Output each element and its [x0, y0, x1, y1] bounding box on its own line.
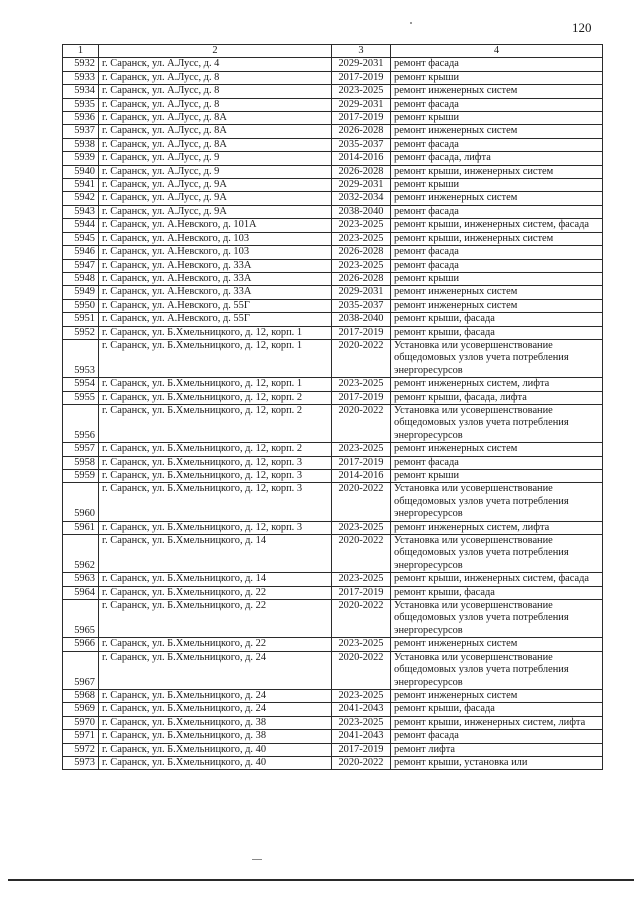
row-number: 5952: [63, 326, 99, 339]
row-period: 2020-2022: [332, 651, 391, 689]
row-number: 5936: [63, 112, 99, 125]
row-work-type: ремонт инженерных систем: [391, 192, 603, 205]
row-number: 5961: [63, 521, 99, 534]
row-address: г. Саранск, ул. Б.Хмельницкого, д. 12, корп. 3: [99, 521, 332, 534]
column-header-work: 4: [391, 45, 603, 58]
table-row: [63, 299, 603, 312]
row-number: 5968: [63, 689, 99, 702]
row-work-type: ремонт крыши, инженерных систем, фасада: [391, 573, 603, 586]
row-number: 5939: [63, 152, 99, 165]
table-header-row: [63, 45, 603, 58]
row-work-type: ремонт крыши, инженерных систем: [391, 232, 603, 245]
row-work-type: ремонт крыши, установка или: [391, 756, 603, 769]
row-period: 2017-2019: [332, 743, 391, 756]
row-period: 2023-2025: [332, 443, 391, 456]
row-period: 2020-2022: [332, 339, 391, 377]
table-row: [63, 600, 603, 638]
table-row: [63, 651, 603, 689]
row-number: 5970: [63, 716, 99, 729]
row-number: 5946: [63, 246, 99, 259]
row-number: 5951: [63, 313, 99, 326]
row-address: г. Саранск, ул. Б.Хмельницкого, д. 14: [99, 573, 332, 586]
row-period: 2041-2043: [332, 703, 391, 716]
row-work-type: ремонт инженерных систем: [391, 443, 603, 456]
row-period: 2035-2037: [332, 138, 391, 151]
row-work-type: ремонт крыши, фасада, лифта: [391, 391, 603, 404]
row-period: 2038-2040: [332, 205, 391, 218]
row-address: г. Саранск, ул. А.Лусс, д. 8А: [99, 138, 332, 151]
row-address: г. Саранск, ул. Б.Хмельницкого, д. 12, корп. 1: [99, 326, 332, 339]
row-work-type: Установка или усовершенствование общедомовых узлов учета потребления энергоресурсов: [391, 651, 603, 689]
row-period: 2029-2031: [332, 98, 391, 111]
row-address: г. Саранск, ул. А.Лусс, д. 9: [99, 152, 332, 165]
table-row: [63, 521, 603, 534]
page-number: 120: [572, 20, 592, 35]
row-number: 5963: [63, 573, 99, 586]
row-period: 2014-2016: [332, 470, 391, 483]
row-number: 5973: [63, 756, 99, 769]
row-address: г. Саранск, ул. А.Невского, д. 101А: [99, 219, 332, 232]
row-work-type: Установка или усовершенствование общедомовых узлов учета потребления энергоресурсов: [391, 600, 603, 638]
table-row: [63, 404, 603, 442]
row-period: 2029-2031: [332, 179, 391, 192]
row-address: г. Саранск, ул. А.Невского, д. 33А: [99, 286, 332, 299]
row-period: 2020-2022: [332, 756, 391, 769]
table-row: [63, 125, 603, 138]
column-header-period: 3: [332, 45, 391, 58]
row-work-type: ремонт инженерных систем: [391, 125, 603, 138]
row-number: 5941: [63, 179, 99, 192]
row-work-type: ремонт фасада: [391, 205, 603, 218]
row-address: г. Саранск, ул. Б.Хмельницкого, д. 22: [99, 586, 332, 599]
row-work-type: ремонт инженерных систем: [391, 286, 603, 299]
row-address: г. Саранск, ул. Б.Хмельницкого, д. 12, корп. 3: [99, 483, 332, 521]
row-address: г. Саранск, ул. А.Невского, д. 55Г: [99, 299, 332, 312]
row-number: 5944: [63, 219, 99, 232]
row-work-type: ремонт инженерных систем: [391, 85, 603, 98]
column-header-address: 2: [99, 45, 332, 58]
table-row: [63, 205, 603, 218]
table-row: [63, 703, 603, 716]
row-number: 5932: [63, 58, 99, 71]
row-period: 2020-2022: [332, 535, 391, 573]
row-work-type: ремонт крыши, фасада: [391, 313, 603, 326]
row-period: 2026-2028: [332, 272, 391, 285]
row-work-type: ремонт крыши, инженерных систем, фасада: [391, 219, 603, 232]
table-row: [63, 179, 603, 192]
row-work-type: Установка или усовершенствование общедомовых узлов учета потребления энергоресурсов: [391, 483, 603, 521]
row-period: 2029-2031: [332, 58, 391, 71]
table-row: [63, 286, 603, 299]
row-period: 2023-2025: [332, 716, 391, 729]
row-address: г. Саранск, ул. Б.Хмельницкого, д. 12, корп. 1: [99, 378, 332, 391]
table-row: [63, 756, 603, 769]
table-row: [63, 743, 603, 756]
row-number: 5962: [63, 535, 99, 573]
row-period: 2035-2037: [332, 299, 391, 312]
row-address: г. Саранск, ул. Б.Хмельницкого, д. 12, корп. 3: [99, 470, 332, 483]
row-work-type: ремонт инженерных систем, лифта: [391, 521, 603, 534]
table-row: [63, 219, 603, 232]
row-work-type: ремонт крыши: [391, 272, 603, 285]
row-number: 5965: [63, 600, 99, 638]
row-period: 2026-2028: [332, 246, 391, 259]
row-period: 2017-2019: [332, 326, 391, 339]
table-row: [63, 483, 603, 521]
row-period: 2023-2025: [332, 85, 391, 98]
row-number: 5969: [63, 703, 99, 716]
row-address: г. Саранск, ул. А.Невского, д. 103: [99, 232, 332, 245]
row-address: г. Саранск, ул. А.Невского, д. 55Г: [99, 313, 332, 326]
table-row: [63, 58, 603, 71]
row-work-type: ремонт крыши, фасада: [391, 326, 603, 339]
table-row: [63, 98, 603, 111]
row-work-type: ремонт крыши: [391, 179, 603, 192]
row-number: 5949: [63, 286, 99, 299]
row-number: 5942: [63, 192, 99, 205]
row-address: г. Саранск, ул. Б.Хмельницкого, д. 40: [99, 756, 332, 769]
row-work-type: ремонт инженерных систем: [391, 299, 603, 312]
row-work-type: ремонт крыши: [391, 71, 603, 84]
row-number: 5954: [63, 378, 99, 391]
row-number: 5956: [63, 404, 99, 442]
row-number: 5948: [63, 272, 99, 285]
table-row: [63, 638, 603, 651]
table-row: [63, 586, 603, 599]
row-address: г. Саранск, ул. Б.Хмельницкого, д. 22: [99, 600, 332, 638]
table-row: [63, 730, 603, 743]
row-work-type: ремонт крыши: [391, 112, 603, 125]
row-address: г. Саранск, ул. А.Лусс, д. 8: [99, 71, 332, 84]
row-address: г. Саранск, ул. А.Лусс, д. 8А: [99, 125, 332, 138]
row-number: 5945: [63, 232, 99, 245]
row-number: 5960: [63, 483, 99, 521]
row-address: г. Саранск, ул. А.Лусс, д. 9А: [99, 179, 332, 192]
table-row: [63, 339, 603, 377]
row-address: г. Саранск, ул. Б.Хмельницкого, д. 12, корп. 1: [99, 339, 332, 377]
row-number: 5971: [63, 730, 99, 743]
row-period: 2023-2025: [332, 219, 391, 232]
row-period: 2023-2025: [332, 259, 391, 272]
row-period: 2029-2031: [332, 286, 391, 299]
row-number: 5935: [63, 98, 99, 111]
table-row: [63, 232, 603, 245]
row-work-type: ремонт инженерных систем: [391, 638, 603, 651]
repair-schedule-table: [62, 44, 603, 770]
table-row: [63, 716, 603, 729]
table-row: [63, 246, 603, 259]
row-number: 5964: [63, 586, 99, 599]
row-period: 2014-2016: [332, 152, 391, 165]
table-row: [63, 573, 603, 586]
row-work-type: ремонт инженерных систем, лифта: [391, 378, 603, 391]
table-row: [63, 85, 603, 98]
row-address: г. Саранск, ул. А.Лусс, д. 9А: [99, 192, 332, 205]
row-number: 5940: [63, 165, 99, 178]
row-number: 5967: [63, 651, 99, 689]
row-period: 2017-2019: [332, 391, 391, 404]
row-period: 2023-2025: [332, 638, 391, 651]
row-period: 2026-2028: [332, 125, 391, 138]
row-period: 2023-2025: [332, 378, 391, 391]
row-address: г. Саранск, ул. А.Лусс, д. 8: [99, 98, 332, 111]
row-work-type: ремонт фасада, лифта: [391, 152, 603, 165]
row-address: г. Саранск, ул. Б.Хмельницкого, д. 22: [99, 638, 332, 651]
row-address: г. Саранск, ул. Б.Хмельницкого, д. 12, корп. 3: [99, 456, 332, 469]
row-address: г. Саранск, ул. Б.Хмельницкого, д. 12, корп. 2: [99, 391, 332, 404]
row-number: 5972: [63, 743, 99, 756]
row-number: 5955: [63, 391, 99, 404]
row-period: 2023-2025: [332, 689, 391, 702]
row-address: г. Саранск, ул. А.Лусс, д. 8А: [99, 112, 332, 125]
table-row: [63, 138, 603, 151]
row-work-type: ремонт фасада: [391, 58, 603, 71]
table-row: [63, 443, 603, 456]
row-address: г. Саранск, ул. Б.Хмельницкого, д. 24: [99, 689, 332, 702]
row-address: г. Саранск, ул. Б.Хмельницкого, д. 24: [99, 651, 332, 689]
row-address: г. Саранск, ул. А.Невского, д. 33А: [99, 272, 332, 285]
row-work-type: Установка или усовершенствование общедомовых узлов учета потребления энергоресурсов: [391, 535, 603, 573]
row-address: г. Саранск, ул. Б.Хмельницкого, д. 24: [99, 703, 332, 716]
table-row: [63, 456, 603, 469]
table-row: [63, 470, 603, 483]
row-number: 5934: [63, 85, 99, 98]
row-period: 2026-2028: [332, 165, 391, 178]
row-address: г. Саранск, ул. Б.Хмельницкого, д. 12, корп. 2: [99, 443, 332, 456]
row-number: 5957: [63, 443, 99, 456]
row-work-type: Установка или усовершенствование общедомовых узлов учета потребления энергоресурсов: [391, 404, 603, 442]
table-row: [63, 326, 603, 339]
row-work-type: ремонт крыши: [391, 470, 603, 483]
row-address: г. Саранск, ул. А.Лусс, д. 9А: [99, 205, 332, 218]
row-address: г. Саранск, ул. Б.Хмельницкого, д. 38: [99, 716, 332, 729]
row-period: 2017-2019: [332, 71, 391, 84]
column-header-number: 1: [63, 45, 99, 58]
row-number: 5938: [63, 138, 99, 151]
row-number: 5959: [63, 470, 99, 483]
scan-mark: [252, 859, 262, 860]
page-bottom-edge: [8, 879, 634, 881]
row-period: 2020-2022: [332, 404, 391, 442]
row-number: 5958: [63, 456, 99, 469]
row-work-type: ремонт лифта: [391, 743, 603, 756]
row-work-type: ремонт крыши, инженерных систем: [391, 165, 603, 178]
row-work-type: Установка или усовершенствование общедомовых узлов учета потребления энергоресурсов: [391, 339, 603, 377]
row-period: 2017-2019: [332, 112, 391, 125]
table-row: [63, 192, 603, 205]
row-work-type: ремонт фасада: [391, 730, 603, 743]
row-number: 5947: [63, 259, 99, 272]
row-number: 5943: [63, 205, 99, 218]
row-work-type: ремонт крыши, фасада: [391, 703, 603, 716]
row-address: г. Саранск, ул. А.Невского, д. 103: [99, 246, 332, 259]
row-address: г. Саранск, ул. А.Невского, д. 33А: [99, 259, 332, 272]
table-row: [63, 259, 603, 272]
row-address: г. Саранск, ул. Б.Хмельницкого, д. 38: [99, 730, 332, 743]
table-row: [63, 272, 603, 285]
row-period: 2041-2043: [332, 730, 391, 743]
row-period: 2038-2040: [332, 313, 391, 326]
row-period: 2023-2025: [332, 573, 391, 586]
scan-speck: [410, 22, 412, 24]
row-period: 2032-2034: [332, 192, 391, 205]
row-work-type: ремонт фасада: [391, 246, 603, 259]
row-address: г. Саранск, ул. А.Лусс, д. 8: [99, 85, 332, 98]
row-work-type: ремонт крыши, инженерных систем, лифта: [391, 716, 603, 729]
row-work-type: ремонт фасада: [391, 138, 603, 151]
row-period: 2023-2025: [332, 521, 391, 534]
row-address: г. Саранск, ул. Б.Хмельницкого, д. 40: [99, 743, 332, 756]
row-number: 5933: [63, 71, 99, 84]
table-row: [63, 391, 603, 404]
row-period: 2017-2019: [332, 456, 391, 469]
row-address: г. Саранск, ул. Б.Хмельницкого, д. 12, корп. 2: [99, 404, 332, 442]
row-period: 2023-2025: [332, 232, 391, 245]
row-address: г. Саранск, ул. Б.Хмельницкого, д. 14: [99, 535, 332, 573]
row-number: 5966: [63, 638, 99, 651]
row-number: 5953: [63, 339, 99, 377]
row-work-type: ремонт фасада: [391, 98, 603, 111]
table-row: [63, 689, 603, 702]
table-row: [63, 165, 603, 178]
row-work-type: ремонт инженерных систем: [391, 689, 603, 702]
row-address: г. Саранск, ул. А.Лусс, д. 9: [99, 165, 332, 178]
table-row: [63, 152, 603, 165]
row-work-type: ремонт фасада: [391, 456, 603, 469]
row-work-type: ремонт фасада: [391, 259, 603, 272]
row-number: 5937: [63, 125, 99, 138]
table-row: [63, 71, 603, 84]
row-period: 2017-2019: [332, 586, 391, 599]
row-period: 2020-2022: [332, 600, 391, 638]
table-row: [63, 112, 603, 125]
row-period: 2020-2022: [332, 483, 391, 521]
row-address: г. Саранск, ул. А.Лусс, д. 4: [99, 58, 332, 71]
table-row: [63, 313, 603, 326]
table-row: [63, 378, 603, 391]
row-number: 5950: [63, 299, 99, 312]
table-row: [63, 535, 603, 573]
row-work-type: ремонт крыши, фасада: [391, 586, 603, 599]
